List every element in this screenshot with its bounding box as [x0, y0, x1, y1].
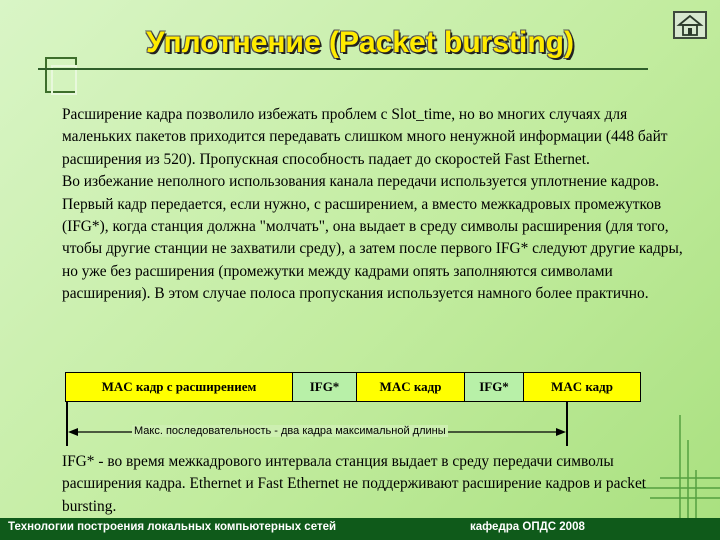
ifg-gap: IFG* — [464, 372, 524, 402]
slide-title: Уплотнение (Packet bursting) — [146, 26, 574, 59]
footer-department: кафедра ОПДС 2008 — [470, 521, 585, 533]
footer-bar — [0, 518, 720, 540]
diagram-caption: Макс. последовательность - два кадра максимальной длины — [134, 425, 446, 437]
ifg-gap: IFG* — [292, 372, 357, 402]
frame-sequence-diagram — [66, 372, 641, 402]
mac-frame-extended: MAC кадр с расширением — [65, 372, 293, 402]
footer-course: Технологии построения локальных компьютерных сетей — [8, 521, 337, 533]
main-paragraph: Расширение кадра позволило избежать проблем с Slot_time, но во многих случаях для маленьких пакетов приходится передавать слишком много ненужной информации (448 байт расширения из 520). Пропускная способность падает до скоростей Fast Ethernet. Во избежание неполного использования канала передачи используется уплотнение кадров. Первый кадр передается, если нужно, с расширением, а вместо межкадровых промежутков (IFG*), когда станция должна "молчать", она выдает в среду символы расширения (для того, чтобы другие станции не захватили среду), а затем после первого IFG* следуют другие кадры, но уже без расширения (промежутки между кадрами опять заполняются символами расширения). В этом случае полоса пропускания используется намного более практично. — [62, 106, 683, 303]
mac-frame: MAC кадр — [356, 372, 465, 402]
mac-frame: MAC кадр — [523, 372, 641, 402]
footnote-paragraph: IFG* - во время межкадрового интервала станция выдает в среду передачи символы расширения кадра. Ethernet и Fast Ethernet не поддерживают расширение кадров и packet bursting. — [62, 453, 647, 515]
